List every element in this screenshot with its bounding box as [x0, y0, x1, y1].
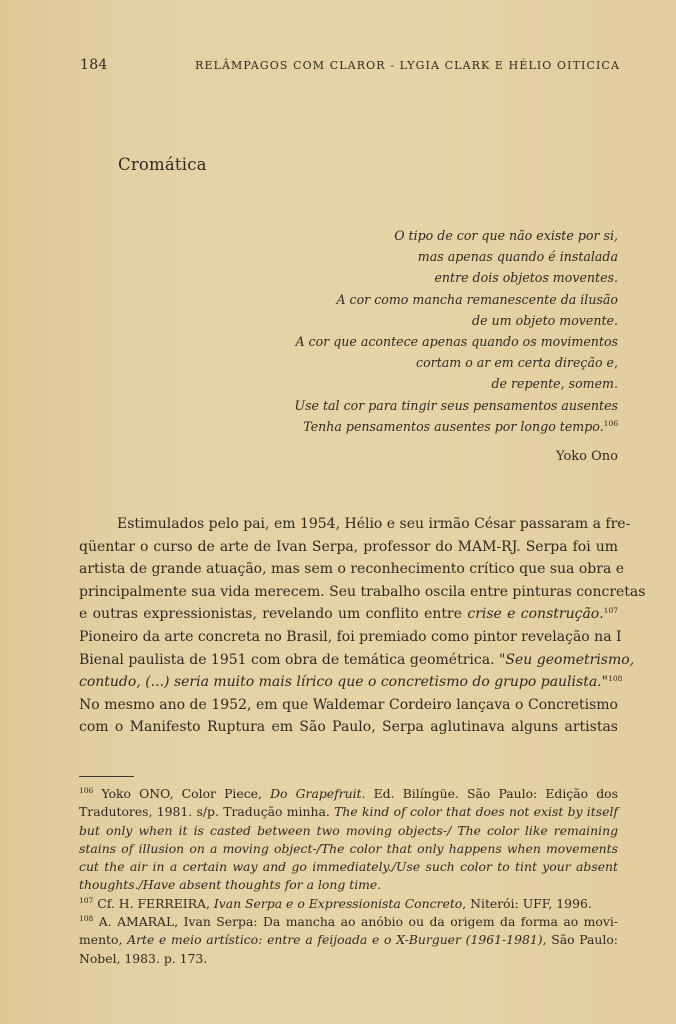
epigraph-line: Use tal cor para tingir seus pensamentos ausentes — [294, 397, 618, 413]
running-title: RELÂMPAGOS COM CLAROR - LYGIA CLARK E HÉLIO OITICICA — [195, 59, 620, 72]
footnote-divider — [79, 776, 134, 777]
footnote-text: Tradutores, 1981. s/p. Tradução minha. — [79, 804, 335, 820]
epigraph-line: O tipo de cor que não existe por si, — [394, 228, 618, 243]
footnote-line: but only when it is casted between two moving objects-/ The color like remaining — [79, 822, 618, 838]
body-line: artista de grande atuação, mas sem o reconhecimento crítico que sua obra e — [79, 561, 625, 578]
footnote-italic: The kind of color that does not exist by itself — [334, 804, 618, 820]
footnote-ref-108: 108 — [608, 674, 623, 684]
footnote-line: cut the air in a certain way and go immediately./Use such color to tint your absent — [79, 859, 618, 875]
page-number: 184 — [80, 57, 108, 73]
footnote-text: , São Paulo: — [542, 932, 618, 948]
body-line: Estimulados pelo pai, em 1954, Hélio e seu irmão César passaram a fre- — [117, 516, 631, 532]
epigraph-line: A cor que acontece apenas quando os movimentos — [295, 334, 618, 350]
footnote-line: thoughts./Have absent thoughts for a long time. — [79, 877, 382, 893]
epigraph — [198, 225, 618, 437]
epigraph-line: de um objeto movente. — [472, 312, 618, 328]
body-line: qüentar o curso de arte de Ivan Serpa, professor do MAM-RJ. Serpa foi um — [79, 538, 618, 555]
footnote-line — [79, 931, 618, 949]
footnote-line: stains of illusion on a moving object-/The color that only happens when movements — [79, 840, 618, 856]
epigraph-last-text: Tenha pensamentos ausentes por longo tempo. — [303, 418, 604, 434]
body-text: Bienal paulista de 1951 com obra de temática geométrica. — [79, 651, 499, 668]
epigraph-line: A cor como mancha remanescente da ilusão — [336, 291, 618, 307]
section-title: Cromática — [118, 155, 207, 174]
page-header — [80, 57, 620, 77]
footnote-text: mento, — [79, 932, 128, 948]
body-line — [79, 649, 635, 672]
body-paragraph — [79, 513, 646, 739]
footnote-108 — [79, 913, 618, 931]
footnote-107 — [79, 895, 618, 913]
footnotes — [79, 785, 618, 968]
body-italic: "Seu geometrismo, — [498, 651, 635, 668]
footnote-106 — [79, 785, 618, 803]
body-text: . — [599, 606, 604, 623]
epigraph-author: Yoko Ono — [556, 449, 618, 464]
footnote-number: 106 — [79, 786, 94, 795]
footnote-text: A. AMARAL, Ivan Serpa: Da mancha ao anóbio ou da origem da forma ao movi- — [93, 914, 618, 930]
footnote-ref-106: 106 — [603, 418, 618, 428]
footnote-text: Yoko ONO, Color Piece, — [93, 786, 271, 801]
body-line: com o Manifesto Ruptura em São Paulo, Serpa aglutinava alguns artistas — [79, 719, 618, 736]
body-quote: " — [601, 674, 609, 691]
body-italic: crise e construção — [467, 606, 600, 623]
footnote-line — [79, 803, 618, 821]
body-italic: contudo, (...) seria muito mais lírico que o concretismo do grupo paulista. — [79, 674, 602, 691]
footnote-ref-107: 107 — [603, 606, 618, 616]
footnote-text: Cf. H. FERREIRA, — [93, 895, 214, 911]
epigraph-line: cortam o ar em certa direção e, — [416, 355, 618, 371]
footnote-number: 108 — [79, 914, 94, 924]
body-line — [79, 671, 623, 694]
body-text: e outras expressionistas, revelando um conflito entre — [79, 606, 468, 623]
body-line: No mesmo ano de 1952, em que Waldemar Cordeiro lançava o Concretismo — [79, 696, 618, 713]
body-line: Pioneiro da arte concreta no Brasil, foi premiado como pintor revelação na I — [79, 628, 622, 645]
body-line — [79, 603, 618, 626]
epigraph-line: de repente, somem. — [491, 376, 618, 392]
body-line: principalmente sua vida merecem. Seu trabalho oscila entre pinturas concretas — [79, 583, 646, 600]
footnote-text: , Niterói: UFF, 1996. — [462, 895, 592, 911]
footnote-italic: Do Grapefruit — [270, 786, 362, 801]
epigraph-line: mas apenas quando é instalada — [417, 249, 618, 265]
epigraph-line: entre dois objetos moventes. — [434, 270, 618, 286]
epigraph-last-line — [198, 416, 618, 437]
footnote-italic: Ivan Serpa e o Expressionista Concreto — [213, 895, 463, 911]
footnote-line: Nobel, 1983. p. 173. — [79, 950, 208, 966]
footnote-italic: Arte e meio artístico: entre a feijoada e o X-Burguer (1961-1981) — [127, 932, 543, 948]
footnote-number: 107 — [79, 895, 94, 905]
footnote-text: . Ed. Bilíngüe. São Paulo: Edição dos — [361, 786, 618, 801]
